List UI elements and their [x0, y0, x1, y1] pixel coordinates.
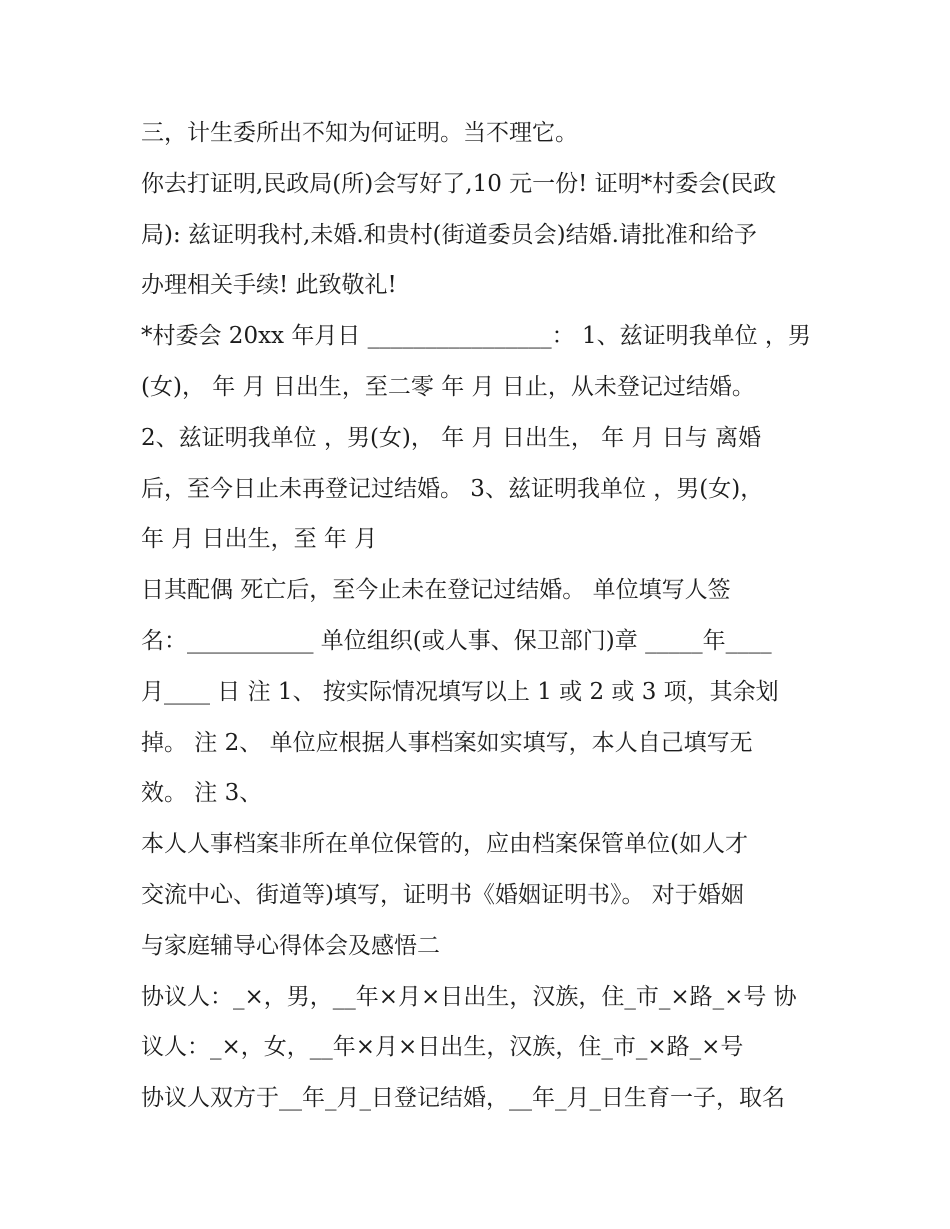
text-line: 后，至今日止未再登记过结婚。 3、兹证明我单位 ，男(女)， [141, 475, 764, 502]
text-line: 协议人双方于__年_月_日登记结婚，__年_月_日生育一子，取名 [141, 1085, 785, 1112]
text-line: 你去打证明,民政局(所)会写好了,10 元一份! 证明*村委会(民政 [141, 170, 777, 197]
text-line: 三，计生委所出不知为何证明。当不理它。 [141, 120, 578, 146]
text-line: 月____ 日 注 1、 按实际情况填写以上 1 或 2 或 3 项，其余划 [141, 678, 779, 705]
text-line: (女)， 年 月 日出生，至二零 年 月 日止，从未登记过结婚。 [141, 373, 755, 400]
text-line: 2、兹证明我单位 ，男(女)， 年 月 日出生， 年 月 日与 离婚 [141, 424, 762, 451]
text-line: *村委会 20xx 年月日 ________________： 1、兹证明我单位 ，男 [141, 323, 811, 350]
text-line: 名：___________ 单位组织(或人事、保卫部门)章 _____年____ [141, 627, 772, 654]
text-line: 效。 注 3、 [141, 780, 263, 807]
text-line: 办理相关手续! 此致敬礼! [141, 272, 397, 299]
text-line: 本人人事档案非所在单位保管的，应由档案保管单位(如人才 [141, 831, 748, 858]
text-line: 年 月 日出生，至 年 月 [141, 526, 378, 553]
text-line: 与家庭辅导心得体会及感悟二 [141, 932, 440, 959]
document-body [141, 108, 813, 1124]
text-line: 议人：_×，女，__年×月×日出生，汉族，住_市_×路_×号 [141, 1034, 744, 1061]
text-line: 掉。 注 2、 单位应根据人事档案如实填写，本人自己填写无 [141, 729, 753, 756]
text-line: 交流中心、街道等)填写，证明书《婚姻证明书》。 对于婚姻 [141, 881, 744, 908]
text-line: 局): 兹证明我村,未婚.和贵村(街道委员会)结婚.请批准和给予 [141, 221, 757, 248]
text-line: 日其配偶 死亡后，至今止未在登记过结婚。 单位填写人签 [141, 577, 731, 604]
text-line: 协议人：_×，男，__年×月×日出生，汉族，住_市_×路_×号 协 [141, 983, 797, 1010]
